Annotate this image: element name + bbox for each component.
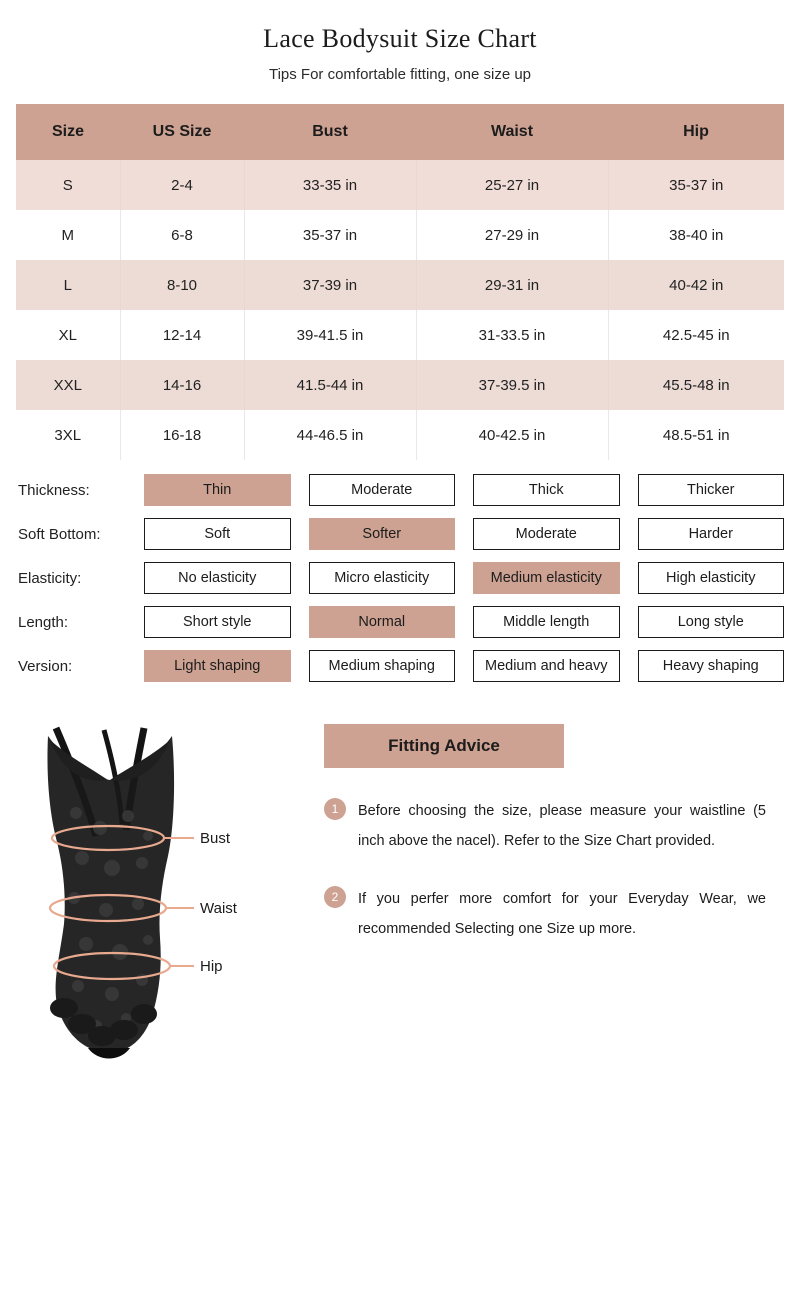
table-row xyxy=(16,260,784,310)
cell-us: 6-8 xyxy=(120,210,244,260)
cell-hip: 45.5-48 in xyxy=(608,360,784,410)
page-subtitle: Tips For comfortable fitting, one size up xyxy=(268,66,532,83)
option-short-style[interactable]: Short style xyxy=(144,606,291,638)
option-long-style[interactable]: Long style xyxy=(638,606,785,638)
cell-waist: 37-39.5 in xyxy=(416,360,608,410)
option-thin[interactable]: Thin xyxy=(144,474,291,506)
cell-size: M xyxy=(16,210,120,260)
cell-waist: 40-42.5 in xyxy=(416,410,608,460)
cell-hip: 42.5-45 in xyxy=(608,310,784,360)
cell-bust: 39-41.5 in xyxy=(244,310,416,360)
cell-bust: 44-46.5 in xyxy=(244,410,416,460)
advice-item xyxy=(324,884,784,944)
advice-text: If you perfer more comfort for your Everyday Wear, we recommended Selecting one Size up more. xyxy=(358,891,766,937)
table-row xyxy=(16,210,784,260)
cell-us: 12-14 xyxy=(120,310,244,360)
option-heavy-shaping[interactable]: Heavy shaping xyxy=(638,650,785,682)
table-header xyxy=(16,104,784,160)
attribute-options xyxy=(144,474,784,506)
attribute-options xyxy=(144,562,784,594)
advice-number-badge: 1 xyxy=(324,798,346,820)
cell-bust: 35-37 in xyxy=(244,210,416,260)
bottom-section xyxy=(16,718,784,1068)
option-moderate[interactable]: Moderate xyxy=(473,518,620,550)
column-header-size: Size xyxy=(16,104,120,160)
attribute-options xyxy=(144,650,784,682)
table-header-row xyxy=(16,104,784,160)
cell-waist: 29-31 in xyxy=(416,260,608,310)
option-medium-and-heavy[interactable]: Medium and heavy xyxy=(473,650,620,682)
attribute-label: Soft Bottom: xyxy=(18,525,101,543)
cell-us: 2-4 xyxy=(120,160,244,210)
option-softer[interactable]: Softer xyxy=(309,518,456,550)
attribute-label: Elasticity: xyxy=(18,569,82,587)
option-no-elasticity[interactable]: No elasticity xyxy=(144,562,291,594)
cell-hip: 40-42 in xyxy=(608,260,784,310)
size-chart-table xyxy=(16,104,784,460)
attribute-list xyxy=(16,474,784,682)
cell-size: S xyxy=(16,160,120,210)
option-light-shaping[interactable]: Light shaping xyxy=(144,650,291,682)
advice-number-badge: 2 xyxy=(324,886,346,908)
cell-size: XXL xyxy=(16,360,120,410)
option-soft[interactable]: Soft xyxy=(144,518,291,550)
page-title: Lace Bodysuit Size Chart xyxy=(263,24,537,53)
option-thick[interactable]: Thick xyxy=(473,474,620,506)
cell-size: 3XL xyxy=(16,410,120,460)
option-moderate[interactable]: Moderate xyxy=(309,474,456,506)
cell-waist: 25-27 in xyxy=(416,160,608,210)
column-header-bust: Bust xyxy=(244,104,416,160)
attribute-label: Thickness: xyxy=(18,481,90,499)
advice-item xyxy=(324,796,784,856)
figure-label-hip: Hip xyxy=(200,958,223,975)
attribute-label: Version: xyxy=(18,657,73,675)
figure-label-bust: Bust xyxy=(200,830,231,847)
option-medium-elasticity[interactable]: Medium elasticity xyxy=(473,562,620,594)
cell-waist: 31-33.5 in xyxy=(416,310,608,360)
attribute-label: Length: xyxy=(18,613,69,631)
attribute-options xyxy=(144,518,784,550)
cell-hip: 48.5-51 in xyxy=(608,410,784,460)
cell-size: XL xyxy=(16,310,120,360)
attribute-row-length xyxy=(16,606,784,638)
size-chart-page xyxy=(0,24,800,1294)
cell-us: 16-18 xyxy=(120,410,244,460)
option-harder[interactable]: Harder xyxy=(638,518,785,550)
option-middle-length[interactable]: Middle length xyxy=(473,606,620,638)
bodysuit-illustration xyxy=(16,718,316,1068)
advice-text: Before choosing the size, please measure your waistline (5 inch above the nacel). Refer to the Size Chart provided. xyxy=(358,803,766,849)
cell-size: L xyxy=(16,260,120,310)
cell-bust: 41.5-44 in xyxy=(244,360,416,410)
option-high-elasticity[interactable]: High elasticity xyxy=(638,562,785,594)
fitting-advice-header: Fitting Advice xyxy=(324,724,564,768)
cell-us: 8-10 xyxy=(120,260,244,310)
table-body xyxy=(16,160,784,460)
cell-waist: 27-29 in xyxy=(416,210,608,260)
column-header-waist: Waist xyxy=(416,104,608,160)
table-row xyxy=(16,360,784,410)
attribute-options xyxy=(144,606,784,638)
attribute-row-version xyxy=(16,650,784,682)
cell-bust: 33-35 in xyxy=(244,160,416,210)
attribute-row-soft-bottom xyxy=(16,518,784,550)
option-micro-elasticity[interactable]: Micro elasticity xyxy=(309,562,456,594)
table-row xyxy=(16,310,784,360)
bodysuit-figure-svg xyxy=(16,718,316,1068)
cell-hip: 35-37 in xyxy=(608,160,784,210)
option-thicker[interactable]: Thicker xyxy=(638,474,785,506)
figure-label-waist: Waist xyxy=(200,900,237,917)
attribute-row-thickness xyxy=(16,474,784,506)
cell-bust: 37-39 in xyxy=(244,260,416,310)
table-row xyxy=(16,410,784,460)
column-header-us: US Size xyxy=(120,104,244,160)
fitting-advice xyxy=(316,718,784,1068)
option-normal[interactable]: Normal xyxy=(309,606,456,638)
option-medium-shaping[interactable]: Medium shaping xyxy=(309,650,456,682)
cell-hip: 38-40 in xyxy=(608,210,784,260)
attribute-row-elasticity xyxy=(16,562,784,594)
cell-us: 14-16 xyxy=(120,360,244,410)
table-row xyxy=(16,160,784,210)
column-header-hip: Hip xyxy=(608,104,784,160)
